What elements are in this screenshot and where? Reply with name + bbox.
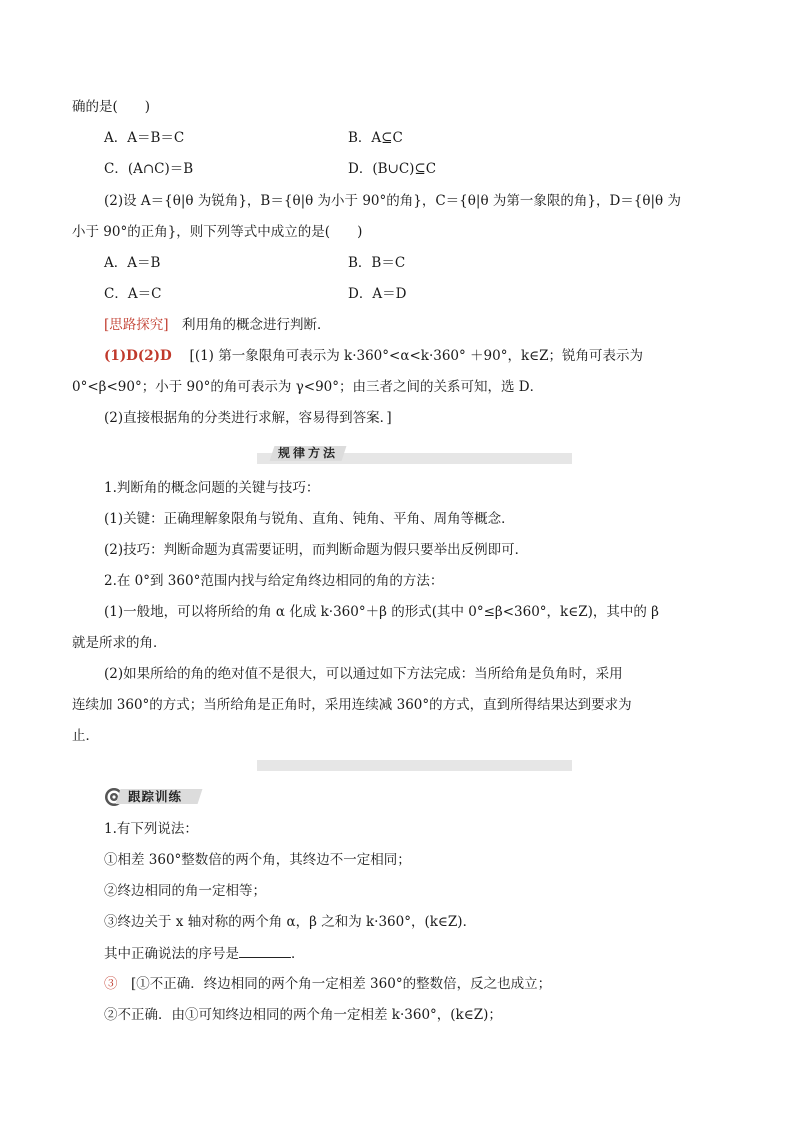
q2-option-b: B．B＝C <box>348 255 406 271</box>
hint-text: 利用角的概念进行判断． <box>168 317 331 333</box>
method-title: 规律方法 <box>277 446 338 460</box>
training-line-3: ②终边相同的角一定相等； <box>104 883 266 899</box>
training-answer-line1 <box>104 974 551 994</box>
answer-line1 <box>104 346 643 366</box>
section-separator-bar <box>257 760 572 771</box>
answer-label: (1)D(2)D <box>104 348 172 364</box>
training-line-2: ①相差 360°整数倍的两个角，其终边不一定相同； <box>104 852 411 868</box>
method-line-2: (1)关键：正确理解象限角与锐角、直角、钝角、平角、周角等概念． <box>104 511 515 527</box>
q2-stem-line2: 小于 90°的正角}，则下列等式中成立的是( ) <box>72 224 363 240</box>
q1-tail: 确的是( ) <box>72 99 151 115</box>
q1-option-d: D．(B∪C)⊆C <box>348 161 437 177</box>
training-question-end: ． <box>291 946 305 962</box>
method-line-6: 就是所求的角． <box>72 635 167 651</box>
method-line-7: (2)如果所给的角的绝对值不是很大，可以通过如下方法完成：当所给角是负角时，采用 <box>104 666 623 682</box>
q2-option-a: A．A＝B <box>104 255 161 271</box>
answer-blank <box>239 943 291 958</box>
hint-label: [思路探究] <box>104 317 169 333</box>
q1-option-a: A．A＝B＝C <box>104 130 185 146</box>
training-answer-line2: ②不正确．由①可知终边相同的两个角一定相差 k·360°，(k∈Z)； <box>104 1007 502 1023</box>
method-line-5: (1)一般地，可以将所给的角 α 化成 k·360°＋β 的形式(其中 0°≤β<360°，k∈Z)，其中的 β <box>104 604 659 620</box>
training-line-1: 1.有下列说法： <box>104 821 198 837</box>
method-badge <box>270 446 347 461</box>
answer-line3: (2)直接根据角的分类进行求解，容易得到答案．] <box>104 410 392 426</box>
training-badge <box>104 787 202 806</box>
training-line-4: ③终边关于 x 轴对称的两个角 α，β 之和为 k·360°，(k∈Z)． <box>104 914 477 930</box>
method-line-8: 连续加 360°的方式；当所给角是正角时，采用连续减 360°的方式，直到所得结果达到要求为 <box>72 697 632 713</box>
method-line-4: 2.在 0°到 360°范围内找与给定角终边相同的角的方法： <box>104 573 444 589</box>
method-line-9: 止． <box>72 728 99 744</box>
training-answer-label: ③ <box>104 976 118 992</box>
q1-option-b: B．A⊆C <box>348 130 403 146</box>
answer-line2: 0°<β<90°；小于 90°的角可表示为 γ<90°；由三者之间的关系可知，选 D． <box>72 379 544 395</box>
method-line-1: 1.判断角的概念问题的关键与技巧： <box>104 480 320 496</box>
q2-option-d: D．A＝D <box>348 286 407 302</box>
training-title: 跟踪训练 <box>128 789 183 804</box>
q1-option-c: C．(A∩C)＝B <box>104 161 194 177</box>
training-line-5 <box>104 943 305 964</box>
training-question: 其中正确说法的序号是 <box>104 946 239 962</box>
hint-line <box>104 315 331 335</box>
training-answer-text-1: [①不正确．终边相同的两个角一定相差 360°的整数倍，反之也成立； <box>117 976 552 992</box>
answer-text-1: [(1) 第一象限角可表示为 k·360°<α<k·360° ＋90°，k∈Z；锐角可表示为 <box>171 348 644 364</box>
q2-option-c: C．A＝C <box>104 286 162 302</box>
q2-stem-line1: (2)设 A＝{θ|θ 为锐角}，B＝{θ|θ 为小于 90°的角}，C＝{θ|θ 为第一象限的角}，D＝{θ|θ 为 <box>104 193 681 209</box>
method-line-3: (2)技巧：判断命题为真需要证明，而判断命题为假只要举出反例即可． <box>104 542 529 558</box>
